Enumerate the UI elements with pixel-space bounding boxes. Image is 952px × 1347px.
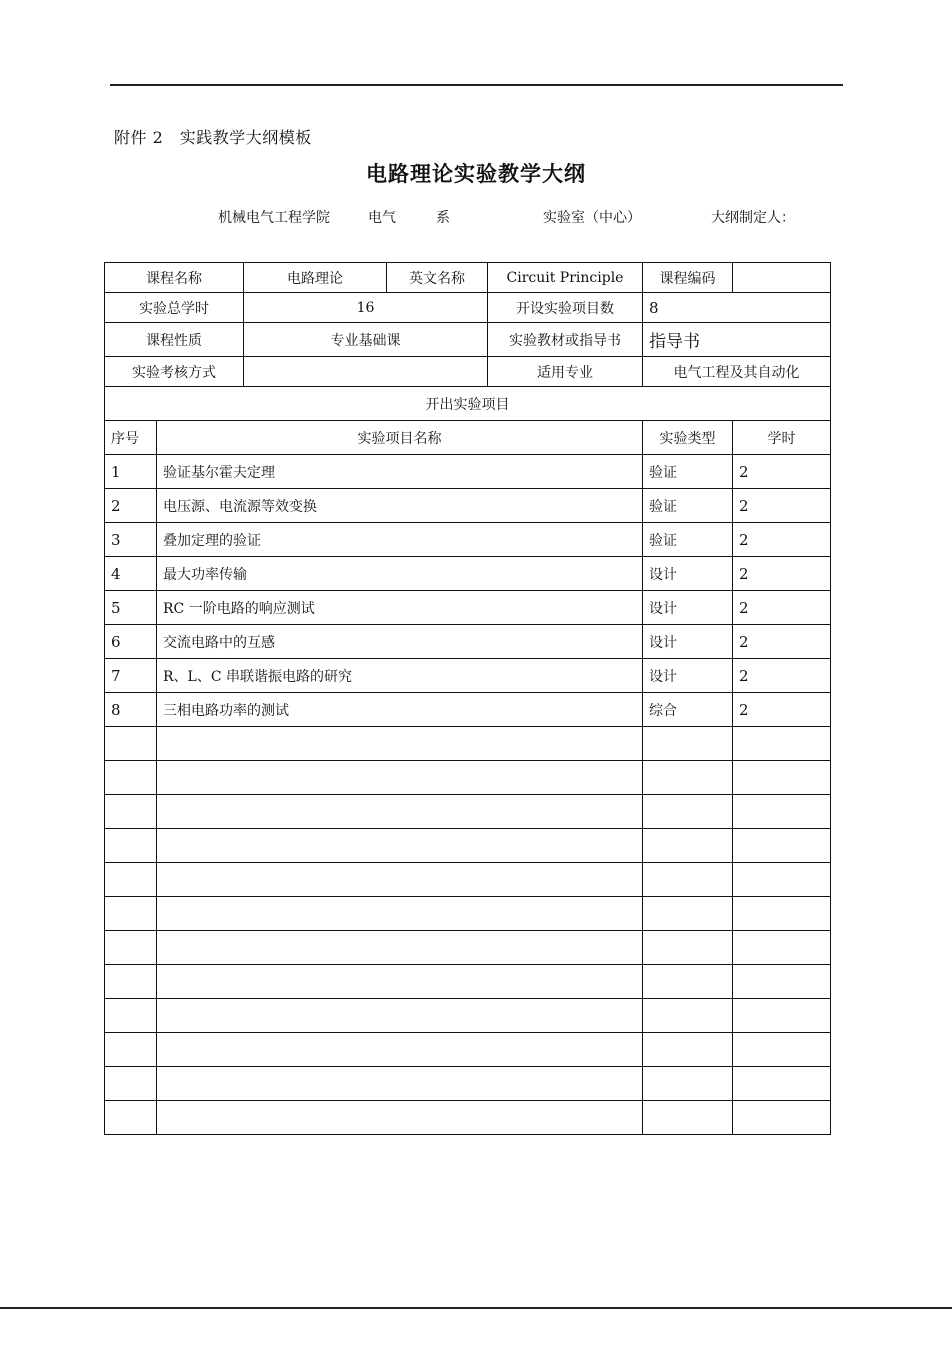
blank-row xyxy=(105,1067,831,1101)
project-name: 交流电路中的互感 xyxy=(157,625,643,659)
blank-cell xyxy=(733,761,831,795)
blank-cell xyxy=(157,1033,643,1067)
blank-row xyxy=(105,999,831,1033)
blank-cell xyxy=(643,1101,733,1135)
blank-cell xyxy=(157,863,643,897)
blank-row xyxy=(105,795,831,829)
assessment-label: 实验考核方式 xyxy=(105,357,244,387)
total-hours-label: 实验总学时 xyxy=(105,293,244,323)
project-number: 8 xyxy=(105,693,157,727)
blank-cell xyxy=(643,1033,733,1067)
blank-cell xyxy=(105,965,157,999)
blank-cell xyxy=(733,863,831,897)
project-type: 设计 xyxy=(643,557,733,591)
project-hours: 2 xyxy=(733,659,831,693)
blank-row xyxy=(105,727,831,761)
project-number: 3 xyxy=(105,523,157,557)
blank-cell xyxy=(733,1067,831,1101)
column-header-project-name: 实验项目名称 xyxy=(157,421,643,455)
textbook-label: 实验教材或指导书 xyxy=(488,323,643,357)
blank-cell xyxy=(643,863,733,897)
project-row xyxy=(105,693,831,727)
project-row xyxy=(105,523,831,557)
blank-cell xyxy=(157,999,643,1033)
project-hours: 2 xyxy=(733,591,831,625)
blank-cell xyxy=(105,1067,157,1101)
blank-cell xyxy=(105,1101,157,1135)
course-code-value xyxy=(733,263,831,293)
project-row xyxy=(105,625,831,659)
project-row xyxy=(105,489,831,523)
column-header-type: 实验类型 xyxy=(643,421,733,455)
project-name: 最大功率传输 xyxy=(157,557,643,591)
blank-cell xyxy=(105,863,157,897)
top-rule xyxy=(110,84,843,86)
blank-cell xyxy=(157,727,643,761)
course-name-value: 电路理论 xyxy=(244,263,387,293)
project-number: 7 xyxy=(105,659,157,693)
course-nature-value: 专业基础课 xyxy=(244,323,488,357)
total-hours-value: 16 xyxy=(244,293,488,323)
blank-row xyxy=(105,1033,831,1067)
blank-cell xyxy=(643,965,733,999)
blank-cell xyxy=(733,931,831,965)
assessment-value xyxy=(244,357,488,387)
project-type: 验证 xyxy=(643,523,733,557)
project-type: 设计 xyxy=(643,591,733,625)
project-count-label: 开设实验项目数 xyxy=(488,293,643,323)
blank-cell xyxy=(157,1067,643,1101)
blank-cell xyxy=(643,1067,733,1101)
blank-row xyxy=(105,829,831,863)
author-label: 大纲制定人： xyxy=(711,210,795,226)
blank-cell xyxy=(643,897,733,931)
blank-cell xyxy=(157,829,643,863)
project-row xyxy=(105,659,831,693)
blank-cell xyxy=(157,931,643,965)
project-type: 验证 xyxy=(643,455,733,489)
document-title: 电路理论实验教学大纲 xyxy=(366,161,586,186)
blank-row xyxy=(105,1101,831,1135)
project-name: 电压源、电流源等效变换 xyxy=(157,489,643,523)
blank-cell xyxy=(157,897,643,931)
project-hours: 2 xyxy=(733,489,831,523)
bottom-rule xyxy=(0,1307,952,1309)
project-count-value: 8 xyxy=(643,293,831,323)
major-value: 电气工程及其自动化 xyxy=(643,357,831,387)
blank-cell xyxy=(643,829,733,863)
blank-cell xyxy=(643,795,733,829)
project-type: 设计 xyxy=(643,625,733,659)
project-name: 叠加定理的验证 xyxy=(157,523,643,557)
english-name-label: 英文名称 xyxy=(387,263,488,293)
blank-cell xyxy=(733,965,831,999)
project-hours: 2 xyxy=(733,625,831,659)
projects-section-title: 开出实验项目 xyxy=(105,387,831,421)
column-header-number: 序号 xyxy=(105,421,157,455)
blank-cell xyxy=(643,999,733,1033)
blank-cell xyxy=(157,965,643,999)
project-number: 6 xyxy=(105,625,157,659)
blank-cell xyxy=(733,1033,831,1067)
blank-cell xyxy=(733,829,831,863)
blank-cell xyxy=(105,761,157,795)
blank-row xyxy=(105,931,831,965)
project-number: 1 xyxy=(105,455,157,489)
course-nature-label: 课程性质 xyxy=(105,323,244,357)
blank-cell xyxy=(105,999,157,1033)
blank-cell xyxy=(733,897,831,931)
blank-cell xyxy=(643,727,733,761)
attachment-label: 附件 2 实践教学大纲模板 xyxy=(114,128,312,147)
blank-row xyxy=(105,863,831,897)
project-name: 三相电路功率的测试 xyxy=(157,693,643,727)
blank-cell xyxy=(733,795,831,829)
project-row xyxy=(105,591,831,625)
project-hours: 2 xyxy=(733,693,831,727)
blank-cell xyxy=(643,761,733,795)
course-name-label: 课程名称 xyxy=(105,263,244,293)
blank-cell xyxy=(643,931,733,965)
lab-label: 实验室（中心） xyxy=(543,210,641,226)
blank-cell xyxy=(157,761,643,795)
project-hours: 2 xyxy=(733,557,831,591)
english-name-value: Circuit Principle xyxy=(488,263,643,293)
blank-row xyxy=(105,965,831,999)
project-hours: 2 xyxy=(733,523,831,557)
project-name: 验证基尔霍夫定理 xyxy=(157,455,643,489)
blank-cell xyxy=(105,727,157,761)
blank-cell xyxy=(105,829,157,863)
textbook-value: 指导书 xyxy=(643,323,831,357)
department-suffix: 系 xyxy=(436,210,450,226)
blank-cell xyxy=(105,1033,157,1067)
blank-cell xyxy=(157,795,643,829)
column-header-hours: 学时 xyxy=(733,421,831,455)
blank-cell xyxy=(733,1101,831,1135)
project-name: R、L、C 串联谐振电路的研究 xyxy=(157,659,643,693)
project-number: 2 xyxy=(105,489,157,523)
project-type: 设计 xyxy=(643,659,733,693)
department-name: 电气 xyxy=(368,210,396,226)
blank-row xyxy=(105,761,831,795)
project-number: 4 xyxy=(105,557,157,591)
college-name: 机械电气工程学院 xyxy=(218,210,330,226)
project-row xyxy=(105,455,831,489)
course-code-label: 课程编码 xyxy=(643,263,733,293)
blank-cell xyxy=(733,999,831,1033)
project-number: 5 xyxy=(105,591,157,625)
project-hours: 2 xyxy=(733,455,831,489)
blank-cell xyxy=(105,931,157,965)
blank-cell xyxy=(733,727,831,761)
syllabus-table xyxy=(104,262,831,1135)
project-type: 综合 xyxy=(643,693,733,727)
project-type: 验证 xyxy=(643,489,733,523)
blank-cell xyxy=(105,795,157,829)
major-label: 适用专业 xyxy=(488,357,643,387)
blank-cell xyxy=(157,1101,643,1135)
blank-cell xyxy=(105,897,157,931)
project-row xyxy=(105,557,831,591)
blank-row xyxy=(105,897,831,931)
project-name: RC 一阶电路的响应测试 xyxy=(157,591,643,625)
